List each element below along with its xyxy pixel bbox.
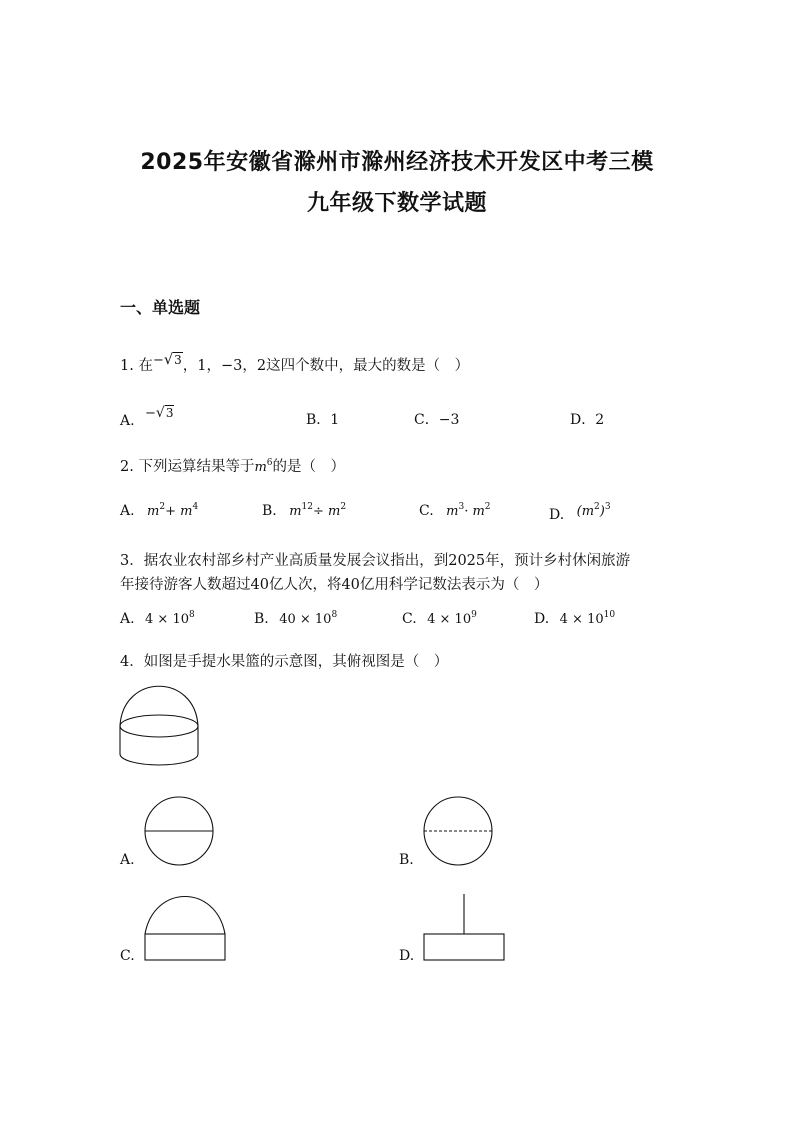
q3-option-c[interactable] (402, 610, 477, 627)
question-4-stem: 4．如图是手提水果篮的示意图，其俯视图是（ ） (120, 654, 449, 670)
radical-sign: √ (155, 405, 165, 421)
sqrt-expression (164, 352, 183, 368)
q4-option-c-label[interactable]: C. (120, 948, 135, 964)
section-title: 一、单选题 (120, 298, 201, 317)
question-3-line2: 年接待游客人数超过40亿人次，将40亿用科学记数法表示为（ ） (120, 577, 549, 593)
q2-option-d[interactable] (549, 502, 611, 523)
q4-option-d-figure[interactable] (422, 892, 510, 966)
option-label: A. (120, 503, 135, 519)
option-label: A. (120, 611, 135, 627)
neg-sign: − (152, 353, 164, 368)
q3-option-b[interactable] (254, 610, 337, 627)
expr: $m^{12}\div m^2$ (289, 502, 347, 519)
q4-option-b-label[interactable]: B. (399, 852, 414, 868)
option-label: D. (534, 611, 550, 627)
sqrt-expression (156, 405, 175, 421)
expr: $(m^2)^3$ (576, 502, 611, 519)
q2-option-c[interactable] (419, 502, 491, 519)
question-number: 2. (120, 459, 134, 475)
document-title-line1: 2025年安徽省滁州市滁州经济技术开发区中考三模 (140, 150, 654, 175)
radical-sign: √ (163, 352, 174, 368)
radicand: 3 (174, 353, 182, 367)
q3-option-a[interactable] (120, 610, 195, 627)
q4-option-a-label[interactable]: A. (120, 852, 135, 868)
q1-option-d[interactable]: D．2 (570, 412, 605, 428)
q1-option-b[interactable]: B．1 (306, 412, 340, 428)
document-title-line2: 九年级下数学试题 (306, 191, 487, 216)
radicand: 3 (165, 406, 174, 420)
option-label: B. (262, 503, 277, 519)
stem-before: 下列运算结果等于 (138, 459, 255, 475)
question-1-stem (120, 354, 469, 375)
q4-option-d-label[interactable]: D. (399, 948, 415, 964)
expr: $m^2+ m^4$ (147, 502, 199, 519)
fruit-basket-figure (115, 685, 205, 775)
q2-option-b[interactable] (262, 502, 346, 519)
exponent: 6 (266, 458, 273, 468)
question-number: 1. (120, 358, 134, 374)
expr: $40 \times 10^8$ (279, 610, 338, 627)
q1-option-a[interactable] (120, 405, 174, 429)
q4-option-b-figure[interactable] (421, 794, 497, 870)
stem-prefix: 在 (138, 358, 153, 374)
neg-sign: − (145, 406, 156, 421)
stem-rest: ，1，−3，2这四个数中，最大的数是（ ） (182, 358, 470, 374)
q3-option-d[interactable] (534, 610, 615, 627)
q2-option-a[interactable] (120, 502, 198, 519)
option-label: C. (402, 611, 417, 627)
question-2-stem (120, 455, 345, 476)
q1-option-c[interactable]: C．−3 (414, 412, 460, 428)
option-label: A. (120, 413, 135, 429)
option-label: B. (254, 611, 269, 627)
stem-after: 的是（ ） (272, 459, 346, 475)
option-label: D. (549, 507, 565, 523)
expr: $4 \times 10^9$ (427, 610, 477, 627)
option-label: C. (419, 503, 434, 519)
math-m: m (254, 460, 267, 475)
question-3-line1: 3．据农业农村部乡村产业高质量发展会议指出，到2025年，预计乡村休闲旅游 (120, 553, 631, 569)
q4-option-c-figure[interactable] (142, 892, 230, 966)
expr: $m^3\cdot m^2$ (446, 502, 491, 519)
expr: $4 \times 10^{10}$ (559, 610, 616, 627)
q4-option-a-figure[interactable] (142, 794, 218, 870)
expr: $4 \times 10^8$ (145, 610, 195, 627)
